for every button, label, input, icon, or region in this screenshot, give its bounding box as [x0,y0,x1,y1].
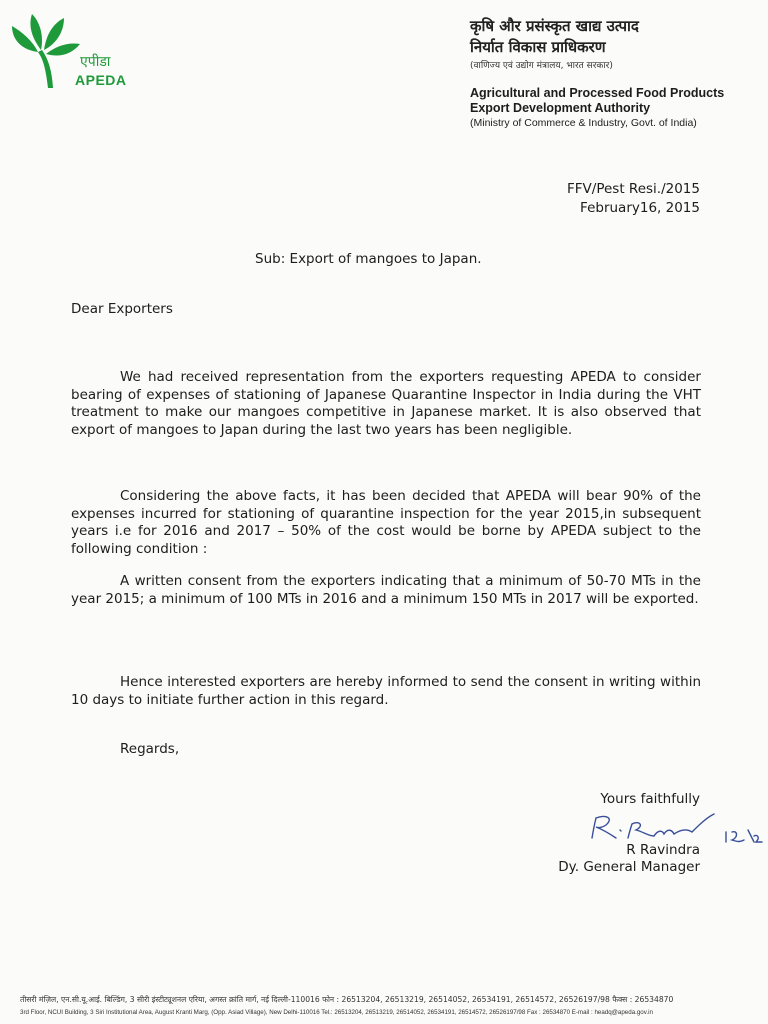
regards: Regards, [120,741,180,757]
body-paragraph-2: Considering the above facts, it has been decided that APEDA will bear 90% of the expenses incurred for stationing of quarantine inspection for the year 2015,in subsequent years i.e for 2016 and 2017 – 50% of the cost would be borne by APEDA subject to the following condition : [71,488,701,557]
footer-address-english: 3rd Floor, NCUI Building, 3 Siri Institutional Area, August Kranti Marg, (Opp. Asiad Village), New Delhi-110016 Tel.: 26513204, 26513219, 26514052, 26534191, 26514572, 26526197/98 Fax : 26534870 E-mail : headq@apeda.gov.in [20,1009,653,1016]
org-hindi-ministry: (वाणिज्य एवं उद्योग मंत्रालय, भारत सरकार) [470,61,613,71]
org-english-line-1: Agricultural and Processed Food Products [470,86,725,100]
reference-number: FFV/Pest Resi./2015 [567,181,700,197]
signer-name: R Ravindra [626,842,700,858]
org-english-ministry: (Ministry of Commerce & Industry, Govt. of India) [470,117,697,129]
signer-title: Dy. General Manager [558,859,700,875]
org-english-line-2: Export Development Authority [470,101,651,115]
logo-hindi-text: एपीडा [80,54,111,70]
letter-date: February16, 2015 [580,200,700,216]
closing: Yours faithfully [600,791,700,807]
org-hindi-line-2: निर्यात विकास प्राधिकरण [470,38,606,56]
body-paragraph-1: We had received representation from the exporters requesting APEDA to consider bearing of expenses of stationing of Japanese Quarantine Inspector in India during the VHT treatment to make our mangoes competitive in Japanese market. It is also observed that export of mangoes to Japan during the last two years has been negligible. [71,369,701,438]
org-hindi-line-1: कृषि और प्रसंस्कृत खाद्य उत्पाद [470,17,639,35]
footer-address-hindi: तीसरी मंज़िल, एन.सी.यू.आई. बिल्डिंग, 3 सीरी इंस्टीट्यूशनल एरिया, अगस्त क्रांति मार्ग, नई दिल्ली-110016 फोन : 26513204, 26513219, 26514052, 26534191, 26514572, 26526197/98 फैक्स : 26534870 [20,995,674,1004]
salutation: Dear Exporters [71,301,173,317]
letter-subject: Sub: Export of mangoes to Japan. [255,251,482,267]
body-paragraph-3: A written consent from the exporters indicating that a minimum of 50-70 MTs in the year 2015; a minimum of 100 MTs in 2016 and a minimum 150 MTs in 2017 will be exported. [71,573,701,607]
logo-text: APEDA [75,72,127,88]
body-paragraph-4: Hence interested exporters are hereby informed to send the consent in writing within 10 days to initiate further action in this regard. [71,674,701,708]
